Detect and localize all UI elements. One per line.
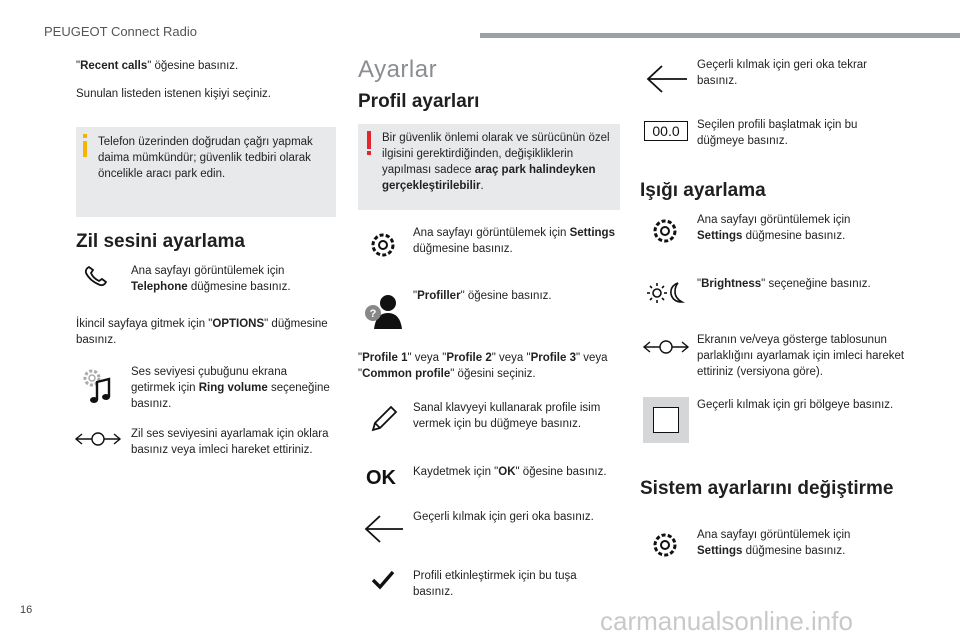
light-step5-text: Ekranın ve/veya gösterge tablosunun parlaklığını ayarlamak için imleci hareket ettiriniz (versiyona göre). bbox=[697, 334, 905, 378]
system-section-title: Sistem ayarlarını değiştirme bbox=[640, 478, 894, 499]
info-icon bbox=[83, 141, 87, 157]
ok-icon: OK bbox=[366, 467, 396, 489]
page-number: 16 bbox=[20, 604, 33, 616]
profile-step2-text: "Profiller" öğesine basınız. bbox=[413, 290, 552, 302]
profile-step4-text: Kaydetmek için "OK" öğesine basınız. bbox=[413, 466, 607, 478]
light-step2-text: Seçilen profili başlatmak için bu düğmeye basınız. bbox=[697, 119, 858, 147]
profiles-choice-text: "Profile 1" veya "Profile 2" veya "Profile 3" veya "Common profile" öğesini seçiniz. bbox=[358, 352, 608, 380]
profile-step5-text: Geçerli kılmak için geri oka basınız. bbox=[413, 511, 594, 523]
light-step6-text: Geçerli kılmak için gri bölgeye basınız. bbox=[697, 399, 894, 411]
ring-volume-icon bbox=[78, 366, 118, 406]
watermark-url: carmanualsonline.info bbox=[600, 606, 853, 636]
profile-section-title: Profil ayarları bbox=[358, 91, 480, 112]
back-arrow-icon bbox=[362, 512, 406, 546]
svg-text:?: ? bbox=[369, 308, 377, 320]
pencil-icon bbox=[366, 402, 400, 436]
page-header-title: PEUGEOT Connect Radio bbox=[44, 24, 197, 39]
header-bar bbox=[480, 33, 960, 38]
light-step1-text: Geçerli kılmak için geri oka tekrar basınız. bbox=[697, 59, 867, 87]
system-step1-text: Ana sayfayı görüntülemek için Settings düğmesine basınız. bbox=[697, 529, 851, 557]
ring-step2-text: Ses seviyesi çubuğunu ekrana getirmek için Ring volume seçeneğine basınız. bbox=[131, 366, 330, 410]
checkmark-icon bbox=[368, 568, 398, 592]
settings-gear-icon bbox=[366, 228, 400, 262]
light-section-title: Işığı ayarlama bbox=[640, 180, 766, 201]
warning-icon-dot bbox=[367, 151, 371, 155]
warning-icon bbox=[367, 131, 371, 149]
profile-step6-text: Profili etkinleştirmek için bu tuşa basınız. bbox=[413, 570, 577, 598]
info-icon-dot bbox=[83, 134, 87, 138]
ring-step1-text: Ana sayfayı görüntülemek için Telephone düğmesine basınız. bbox=[131, 265, 291, 293]
warning-note-text: Bir güvenlik önlemi olarak ve sürücünün özel ilgisini gerektirdiğinden, değişikliklerin yapılması sadece araç park halindeyken gerçekleştirilebilir. bbox=[382, 132, 610, 192]
ring-section-title: Zil sesini ayarlama bbox=[76, 231, 245, 252]
profile-step1-text: Ana sayfayı görüntülemek için Settings düğmesine basınız. bbox=[413, 227, 615, 255]
ring-step3-text: Zil ses seviyesini ayarlamak için oklara basınız veya imleci hareket ettiriniz. bbox=[131, 428, 329, 456]
slider-arrows-icon-2 bbox=[642, 336, 690, 358]
options-text: İkincil sayfaya gitmek için "OPTIONS" düğmesine basınız. bbox=[76, 318, 328, 346]
phone-icon bbox=[80, 262, 114, 290]
back-arrow-icon-2 bbox=[644, 62, 690, 96]
select-person-text: Sunulan listeden istenen kişiyi seçiniz. bbox=[76, 88, 271, 100]
brightness-icon bbox=[646, 280, 686, 306]
settings-gear-icon-2 bbox=[648, 214, 682, 248]
profile-user-icon bbox=[364, 292, 404, 330]
settings-section-title: Ayarlar bbox=[358, 56, 438, 83]
light-step4-text: "Brightness" seçeneğine basınız. bbox=[697, 278, 871, 290]
info-note-text: Telefon üzerinden doğrudan çağrı yapmak daima mümkündür; güvenlik tedbiri olarak öncelikle aracı park edin. bbox=[98, 136, 313, 180]
timer-icon: 00.0 bbox=[644, 121, 688, 141]
grey-zone-icon bbox=[643, 397, 689, 443]
light-step3-text: Ana sayfayı görüntülemek için Settings düğmesine basınız. bbox=[697, 214, 851, 242]
profile-step3-text: Sanal klavyeyi kullanarak profile isim vermek için bu düğmeye basınız. bbox=[413, 402, 601, 430]
settings-gear-icon-3 bbox=[648, 528, 682, 562]
recent-calls-text: "Recent calls" öğesine basınız. bbox=[76, 60, 239, 72]
slider-arrows-icon bbox=[74, 428, 122, 450]
